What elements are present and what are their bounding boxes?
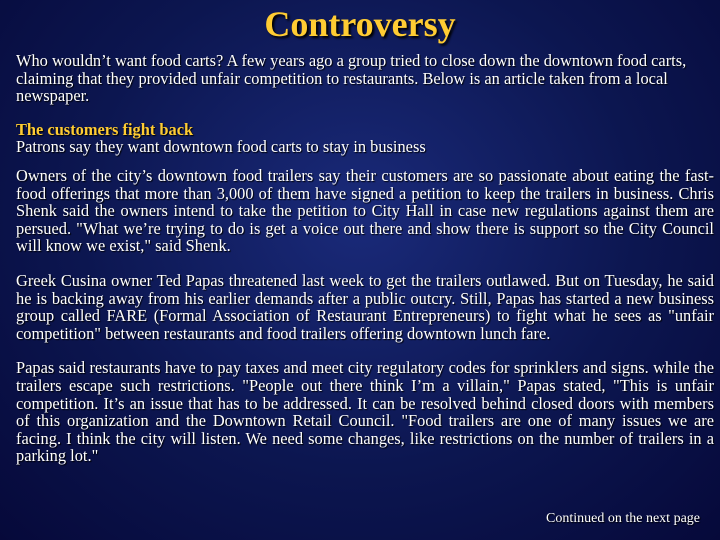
continued-note: Continued on the next page xyxy=(546,511,700,526)
article-paragraph-3: Papas said restaurants have to pay taxes and meet city regulatory codes for sprinklers and signs. while the trailers escape such restrictions. "People out there think I’m a villain," Papas stated, "This is unfair competition. It’s an issue that has to be addressed. It can be resolved behind closed doors with members of this organization and the Downtown Retail Council. "Food trailers are one of many issues we are facing. I think the city will listen. We need some changes, like restrictions on the number of trailers in a parking lot." xyxy=(16,358,714,466)
article-paragraph-2: Greek Cusina owner Ted Papas threatened last week to get the trailers outlawed. But on Tuesday, he said he is backing away from his earlier demands after a public outcry. Still, Papas has started a new business group called FARE (Formal Association of Restaurant Entrepreneurs) to fight what he sees as "unfair competition" between restaurants and food trailers offering downtown lunch fare. xyxy=(16,270,714,343)
article-subheadline: Patrons say they want downtown food carts to stay in business xyxy=(16,137,426,157)
intro-paragraph: Who wouldn’t want food carts? A few years ago a group tried to close down the downtown food carts, claiming that they provided unfair competition to restaurants. Below is an article taken from a local newspaper. xyxy=(16,51,687,106)
article-headline: The customers fight back xyxy=(16,119,194,139)
slide-body xyxy=(16,52,714,465)
article-paragraph-1: Owners of the city’s downtown food trailers say their customers are so passionate about eating the fast-food offerings that more than 3,000 of them have signed a petition to keep the trailers in business. Chris Shenk said the owners intend to take the petition to City Hall in case new regulations against them are persued. "What we’re trying to do is get a voice out there and show there is support so the City Council will know we exist," said Shenk. xyxy=(16,165,714,256)
slide-title: Controversy xyxy=(264,4,456,44)
